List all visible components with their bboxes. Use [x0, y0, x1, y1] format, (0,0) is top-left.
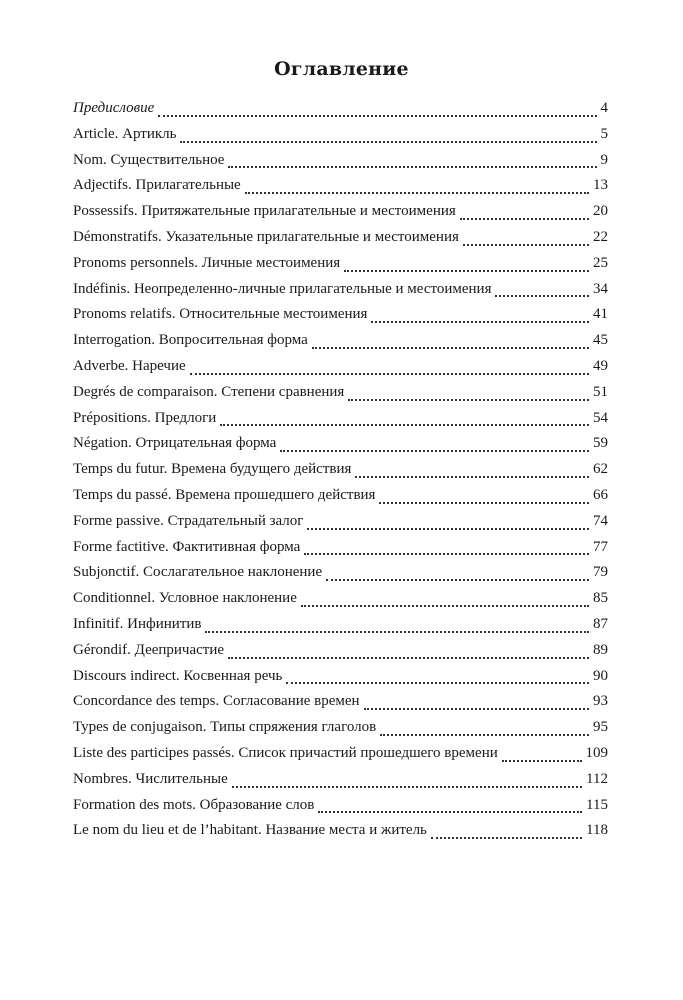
- toc-leader-dots: [232, 785, 582, 788]
- toc-entry-label: Types de conjugaison. Типы спряжения глаголов: [73, 719, 377, 736]
- toc-entry-page-number: 90: [593, 667, 608, 684]
- toc-entry-label: Conditionnel. Условное наклонение: [73, 590, 297, 607]
- toc-leader-dots: [379, 501, 589, 504]
- toc-entry: [73, 771, 608, 797]
- toc-leader-dots: [245, 191, 589, 194]
- toc-entry-page-number: 85: [593, 590, 608, 607]
- toc-entry-page-number: 112: [586, 770, 608, 787]
- toc-leader-dots: [190, 372, 589, 375]
- toc-leader-dots: [205, 630, 589, 633]
- toc-leader-dots: [348, 398, 589, 401]
- toc-leader-dots: [304, 552, 589, 555]
- toc-entry-page-number: 118: [586, 822, 608, 839]
- table-of-contents: [73, 100, 608, 848]
- toc-leader-dots: [364, 707, 589, 710]
- toc-leader-dots: [502, 759, 582, 762]
- toc-entry-page-number: 62: [593, 461, 608, 478]
- toc-entry: [73, 693, 608, 719]
- toc-entry-label: Discours indirect. Косвенная речь: [73, 667, 283, 684]
- toc-entry-label: Subjonctif. Сослагательное наклонение: [73, 564, 323, 581]
- toc-entry-label: Concordance des temps. Согласование времен: [73, 693, 360, 710]
- toc-entry-label: Infinitif. Инфинитив: [73, 615, 202, 632]
- toc-leader-dots: [301, 604, 589, 607]
- toc-entry-label: Temps du futur. Времена будущего действия: [73, 461, 352, 478]
- toc-entry-page-number: 20: [593, 203, 608, 220]
- toc-entry-page-number: 89: [593, 641, 608, 658]
- toc-entry-page-number: 87: [593, 615, 608, 632]
- toc-entry-page-number: 74: [593, 512, 608, 529]
- toc-entry: [73, 668, 608, 694]
- toc-entry: [73, 797, 608, 823]
- toc-entry: [73, 126, 608, 152]
- toc-entry: [73, 564, 608, 590]
- toc-entry: [73, 719, 608, 745]
- toc-entry-label: Pronoms personnels. Личные местоимения: [73, 254, 341, 271]
- toc-entry-page-number: 77: [593, 538, 608, 555]
- toc-leader-dots: [318, 810, 582, 813]
- toc-entry: [73, 332, 608, 358]
- toc-leader-dots: [220, 423, 589, 426]
- toc-entry-page-number: 95: [593, 719, 608, 736]
- toc-leader-dots: [286, 681, 589, 684]
- toc-entry-page-number: 49: [593, 357, 608, 374]
- toc-entry: [73, 539, 608, 565]
- toc-leader-dots: [495, 294, 589, 297]
- toc-entry: [73, 306, 608, 332]
- toc-entry-label: Nombres. Числительные: [73, 770, 228, 787]
- toc-entry: [73, 461, 608, 487]
- toc-entry-label: Gérondif. Деепричастие: [73, 641, 225, 658]
- toc-entry: [73, 513, 608, 539]
- toc-leader-dots: [463, 243, 589, 246]
- toc-entry-label: Pronoms relatifs. Относительные местоимения: [73, 306, 368, 323]
- toc-entry: [73, 822, 608, 848]
- toc-entry-label: Liste des participes passés. Список причастий прошедшего времени: [73, 744, 498, 761]
- toc-entry: [73, 203, 608, 229]
- toc-leader-dots: [180, 140, 596, 143]
- toc-entry-page-number: 115: [586, 796, 608, 813]
- toc-entry-page-number: 41: [593, 306, 608, 323]
- toc-entry: [73, 255, 608, 281]
- toc-leader-dots: [355, 475, 589, 478]
- toc-entry-label: Article. Артикль: [73, 125, 177, 142]
- toc-entry-page-number: 51: [593, 383, 608, 400]
- toc-entry: [73, 358, 608, 384]
- toc-entry: [73, 410, 608, 436]
- toc-entry-page-number: 25: [593, 254, 608, 271]
- toc-leader-dots: [344, 269, 589, 272]
- toc-leader-dots: [312, 346, 589, 349]
- toc-entry-page-number: 5: [600, 125, 608, 142]
- toc-entry-page-number: 45: [593, 332, 608, 349]
- toc-entry-page-number: 109: [585, 744, 608, 761]
- toc-entry-page-number: 22: [593, 228, 608, 245]
- toc-leader-dots: [228, 656, 589, 659]
- toc-entry-label: Nom. Существительное: [73, 151, 225, 168]
- toc-entry-page-number: 34: [593, 280, 608, 297]
- toc-leader-dots: [307, 527, 589, 530]
- toc-entry-label: Le nom du lieu et de l’habitant. Название места и житель: [73, 822, 427, 839]
- toc-entry-page-number: 66: [593, 486, 608, 503]
- toc-entry-label: Temps du passé. Времена прошедшего действия: [73, 486, 376, 503]
- toc-entry-page-number: 9: [600, 151, 608, 168]
- toc-entry: [73, 616, 608, 642]
- toc-leader-dots: [380, 733, 589, 736]
- toc-entry: [73, 487, 608, 513]
- toc-entry-label: Предисловие: [73, 100, 155, 116]
- toc-entry: [73, 152, 608, 178]
- toc-entry-page-number: 93: [593, 693, 608, 710]
- toc-entry: [73, 229, 608, 255]
- toc-entry-label: Indéfinis. Неопределенно-личные прилагательные и местоимения: [73, 280, 492, 297]
- toc-entry-label: Forme factitive. Фактитивная форма: [73, 538, 301, 555]
- toc-leader-dots: [326, 578, 589, 581]
- toc-entry-page-number: 54: [593, 409, 608, 426]
- toc-entry-page-number: 59: [593, 435, 608, 452]
- toc-leader-dots: [228, 165, 596, 168]
- toc-entry: [73, 177, 608, 203]
- toc-entry-label: Possessifs. Притяжательные прилагательные и местоимения: [73, 203, 456, 220]
- toc-entry-label: Forme passive. Страдательный залог: [73, 512, 304, 529]
- toc-entry-label: Prépositions. Предлоги: [73, 409, 217, 426]
- toc-entry-label: Négation. Отрицательная форма: [73, 435, 277, 452]
- toc-leader-dots: [158, 114, 596, 117]
- toc-entry-label: Démonstratifs. Указательные прилагательные и местоимения: [73, 228, 459, 245]
- toc-entry-label: Formation des mots. Образование слов: [73, 796, 315, 813]
- toc-entry-label: Interrogation. Вопросительная форма: [73, 332, 308, 349]
- toc-leader-dots: [431, 836, 582, 839]
- toc-entry: [73, 281, 608, 307]
- page-title: Оглавление: [274, 58, 409, 80]
- toc-entry-label: Degrés de comparaison. Степени сравнения: [73, 383, 345, 400]
- toc-entry: [73, 745, 608, 771]
- toc-leader-dots: [280, 449, 589, 452]
- toc-entry-page-number: 4: [600, 100, 608, 116]
- toc-entry-label: Adverbe. Наречие: [73, 357, 186, 374]
- toc-leader-dots: [371, 320, 589, 323]
- toc-entry: [73, 384, 608, 410]
- toc-entry: [73, 642, 608, 668]
- toc-entry: [73, 590, 608, 616]
- toc-leader-dots: [460, 217, 589, 220]
- toc-entry-label: Adjectifs. Прилагательные: [73, 177, 241, 194]
- toc-entry: [73, 100, 608, 126]
- toc-entry-page-number: 79: [593, 564, 608, 581]
- toc-entry: [73, 435, 608, 461]
- toc-entry-page-number: 13: [593, 177, 608, 194]
